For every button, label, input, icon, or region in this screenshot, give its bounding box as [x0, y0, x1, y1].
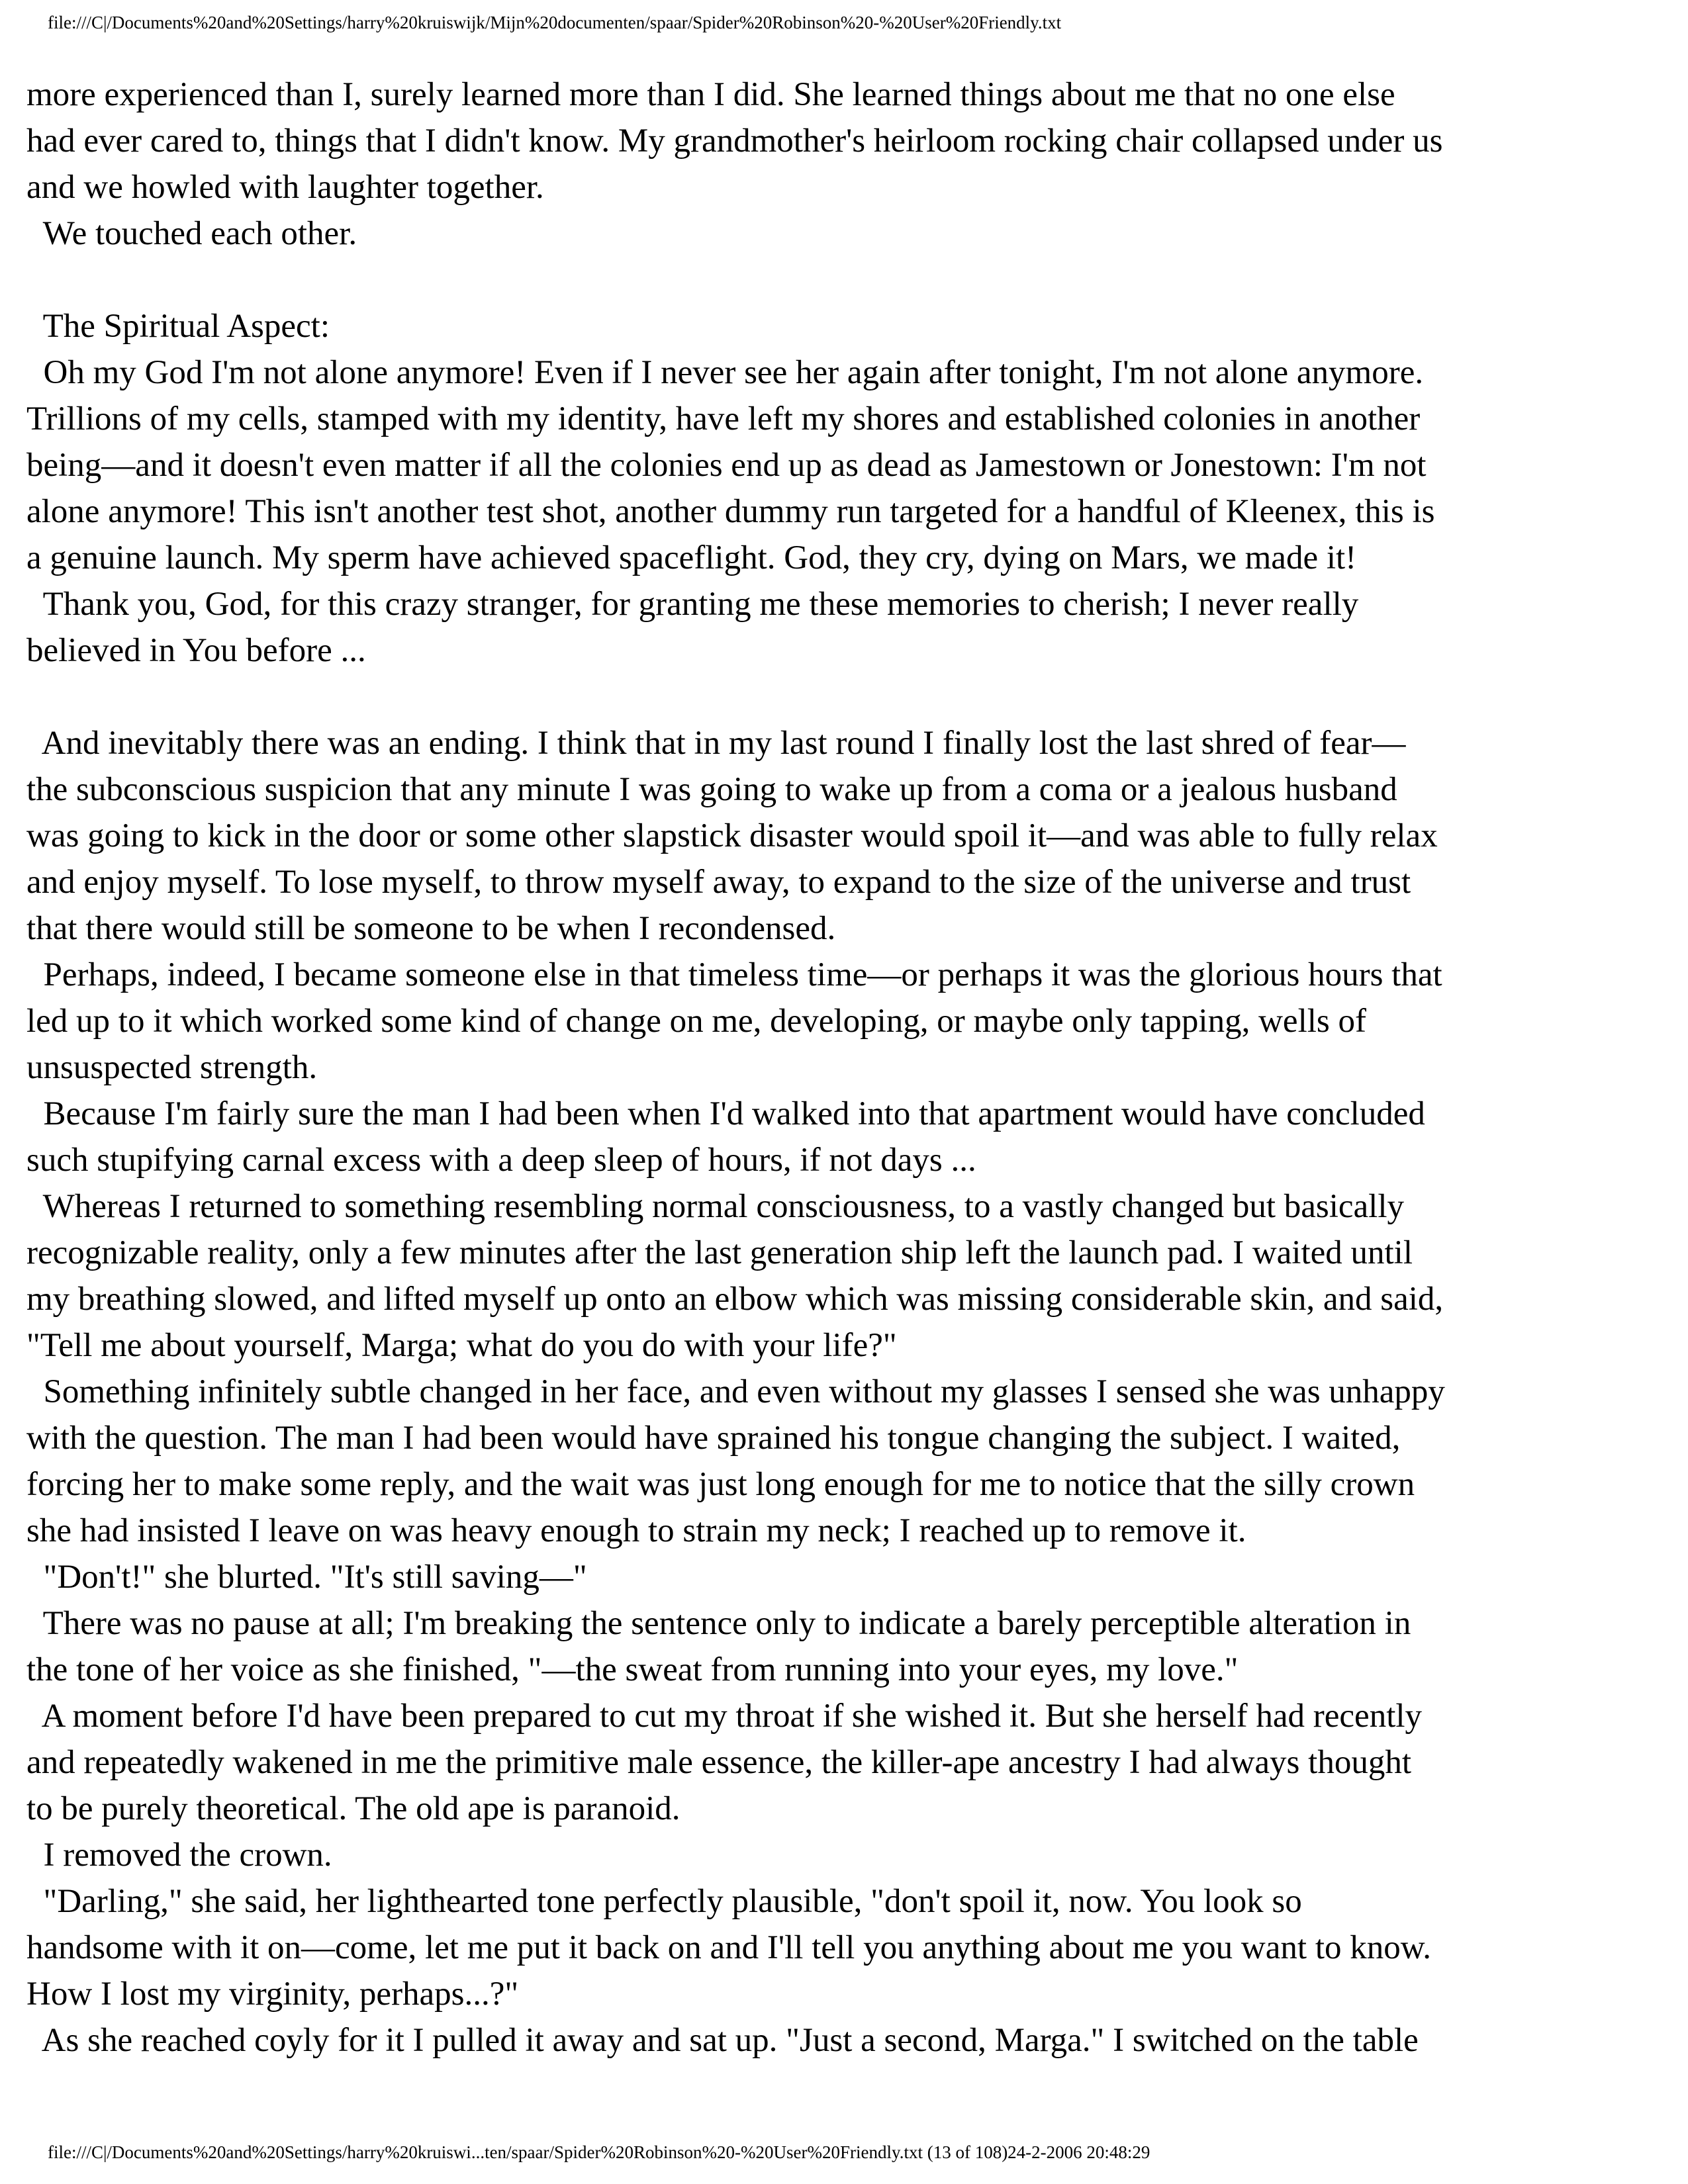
text-line: led up to it which worked some kind of change on me, developing, or maybe only tapping, wells of [26, 1003, 1366, 1040]
text-line: the subconscious suspicion that any minute I was going to wake up from a coma or a jealous husband [26, 771, 1397, 808]
text-line: my breathing slowed, and lifted myself up onto an elbow which was missing considerable skin, and said, [26, 1281, 1444, 1318]
text-line: she had insisted I leave on was heavy enough to strain my neck; I reached up to remove it. [26, 1512, 1246, 1549]
text-line: I removed the crown. [26, 1837, 332, 1874]
text-line: the tone of her voice as she finished, "—the sweat from running into your eyes, my love." [26, 1651, 1239, 1688]
text-line: Because I'm fairly sure the man I had been when I'd walked into that apartment would have concluded [26, 1095, 1425, 1132]
text-line: more experienced than I, surely learned more than I did. She learned things about me that no one else [26, 76, 1395, 113]
blank-line [26, 257, 1662, 303]
text-line: believed in You before ... [26, 632, 366, 669]
text-line: How I lost my virginity, perhaps...?" [26, 1976, 519, 2013]
text-line: There was no pause at all; I'm breaking the sentence only to indicate a barely perceptible alteration in [26, 1605, 1411, 1642]
text-line: that there would still be someone to be when I recondensed. [26, 910, 836, 947]
text-line: A moment before I'd have been prepared to cut my throat if she wished it. But she herself had recently [26, 1698, 1423, 1735]
text-line: Oh my God I'm not alone anymore! Even if I never see her again after tonight, I'm not alone anymore. [26, 354, 1424, 391]
text-line: and repeatedly wakened in me the primitive male essence, the killer-ape ancestry I had always thought [26, 1744, 1411, 1781]
text-line: Something infinitely subtle changed in her face, and even without my glasses I sensed she was unhappy [26, 1373, 1445, 1410]
text-line: a genuine launch. My sperm have achieved spaceflight. God, they cry, dying on Mars, we made it! [26, 539, 1357, 576]
text-line: Trillions of my cells, stamped with my identity, have left my shores and established colonies in another [26, 400, 1421, 437]
text-line: The Spiritual Aspect: [26, 308, 330, 345]
text-line: was going to kick in the door or some other slapstick disaster would spoil it—and was able to fully relax [26, 817, 1438, 854]
text-line: We touched each other. [26, 215, 357, 252]
text-line: Perhaps, indeed, I became someone else in that timeless time—or perhaps it was the glorious hours that [26, 956, 1442, 993]
text-line: And inevitably there was an ending. I think that in my last round I finally lost the last shred of fear— [26, 725, 1406, 762]
text-line: As she reached coyly for it I pulled it away and sat up. "Just a second, Marga." I switched on the table [26, 2022, 1419, 2059]
text-line: and we howled with laughter together. [26, 169, 544, 206]
text-line: being—and it doesn't even matter if all the colonies end up as dead as Jamestown or Jonestown: I'm not [26, 447, 1427, 484]
text-line: "Don't!" she blurted. "It's still saving—" [26, 1559, 587, 1596]
text-line: with the question. The man I had been would have sprained his tongue changing the subject. I waited, [26, 1420, 1401, 1457]
text-line: such stupifying carnal excess with a deep sleep of hours, if not days ... [26, 1142, 976, 1179]
text-line: handsome with it on—come, let me put it back on and I'll tell you anything about me you want to know. [26, 1929, 1432, 1966]
text-line: "Darling," she said, her lighthearted tone perfectly plausible, "don't spoil it, now. You look so [26, 1883, 1302, 1920]
text-line: unsuspected strength. [26, 1049, 318, 1086]
text-line: forcing her to make some reply, and the wait was just long enough for me to notice that the silly crown [26, 1466, 1415, 1503]
blank-line [26, 674, 1662, 720]
page-header-url: file:///C|/Documents%20and%20Settings/harry%20kruiswijk/Mijn%20documenten/spaar/Spider%20Robinson%20-%20User%20Friendly.txt [48, 13, 1062, 32]
text-line: and enjoy myself. To lose myself, to throw myself away, to expand to the size of the universe and trust [26, 864, 1411, 901]
text-line: alone anymore! This isn't another test shot, another dummy run targeted for a handful of Kleenex, this is [26, 493, 1435, 530]
page-footer-url: file:///C|/Documents%20and%20Settings/harry%20kruiswi...ten/spaar/Spider%20Robinson%20-%20User%20Friendly.txt (13 of 108)24-2-2006 20:48:29 [48, 2142, 1150, 2162]
text-line: Thank you, God, for this crazy stranger, for granting me these memories to cherish; I never really [26, 586, 1359, 623]
text-line: to be purely theoretical. The old ape is paranoid. [26, 1790, 680, 1827]
text-line: had ever cared to, things that I didn't know. My grandmother's heirloom rocking chair collapsed under us [26, 122, 1443, 159]
text-line: Whereas I returned to something resembling normal consciousness, to a vastly changed but basically [26, 1188, 1405, 1225]
text-line: recognizable reality, only a few minutes after the last generation ship left the launch pad. I waited until [26, 1234, 1413, 1271]
document-body [26, 71, 1662, 2064]
text-line: "Tell me about yourself, Marga; what do you do with your life?" [26, 1327, 897, 1364]
